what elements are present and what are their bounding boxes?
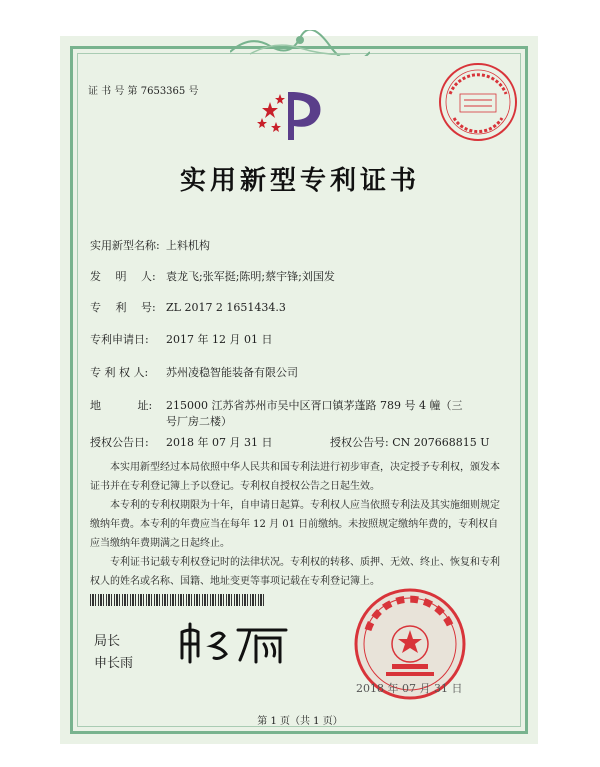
director-title: 局长 [94,634,121,649]
field-label: 地 址: [90,399,153,412]
field-label: 发 明 人: [90,270,156,283]
field-label: 实用新型名称: [90,239,160,252]
field-label: 授权公告号: [330,436,389,449]
field-value: 215000 江苏省苏州市吴中区胥口镇茅蓬路 789 号 4 幢（三 [166,399,463,412]
certificate-number [88,82,198,97]
field-inventors [90,268,335,284]
cnipa-logo [248,84,328,144]
paragraph-grant: 本实用新型经过本局依照中华人民共和国专利法进行初步审查，决定授予专利权，颁发本证书并在专利登记簿上予以登记。专利权自授权公告之日起生效。 [90,462,500,492]
agency-seal [436,60,520,144]
field-label: 专 利 权 人: [90,366,149,379]
field-patent-number [90,299,286,315]
field-announce-number [330,434,490,450]
field-label: 专利申请日: [90,333,149,346]
director-name: 申长雨 [94,656,134,671]
seal-date: 2018 年 07 月 31 日 [356,682,463,695]
field-label: 授权公告日: [90,436,149,449]
director-signature [176,618,296,668]
field-value: 苏州凌稳智能装备有限公司 [166,366,298,379]
field-value: 袁龙飞;张军挺;陈明;蔡宇锋;刘国发 [166,270,335,283]
paragraph-legal-status: 专利证书记载专利权登记时的法律状况。专利权的转移、质押、无效、终止、恢复和专利权人的姓名或名称、国籍、地址变更等事项记载在专利登记簿上。 [90,557,500,587]
field-address [90,397,462,413]
field-application-date [90,331,272,347]
field-value: CN 207668815 U [392,436,490,449]
field-value: 上料机构 [166,239,210,252]
paragraph-term: 本专利的专利权期限为十年，自申请日起算。专利权人应当依照专利法及其实施细则规定缴纳年费。本专利的年费应当在每年 12 月 01 日前缴纳。未按照规定缴纳年费的，专利权自应当缴纳年费期满之日起终止。 [90,500,500,549]
top-ornament [230,30,370,56]
field-value: 2017 年 12 月 01 日 [166,333,273,346]
certificate-title: 实用新型专利证书 [179,166,420,196]
field-label: 专 利 号: [90,301,156,314]
page-number: 第 1 页（共 1 页） [257,716,343,727]
field-value: ZL 2017 2 1651434.3 [166,301,286,314]
field-announce-date [90,434,272,450]
field-utility-name [90,237,210,253]
certificate-number-label: 证 书 号 第 [88,86,138,97]
barcode [90,594,265,606]
field-value: 2018 年 07 月 31 日 [166,436,273,449]
field-patentee [90,364,298,380]
field-address-line2: 号厂房二楼） [166,415,232,428]
certificate-number-value: 7653365 [140,86,186,97]
certificate-number-suffix: 号 [188,86,199,97]
